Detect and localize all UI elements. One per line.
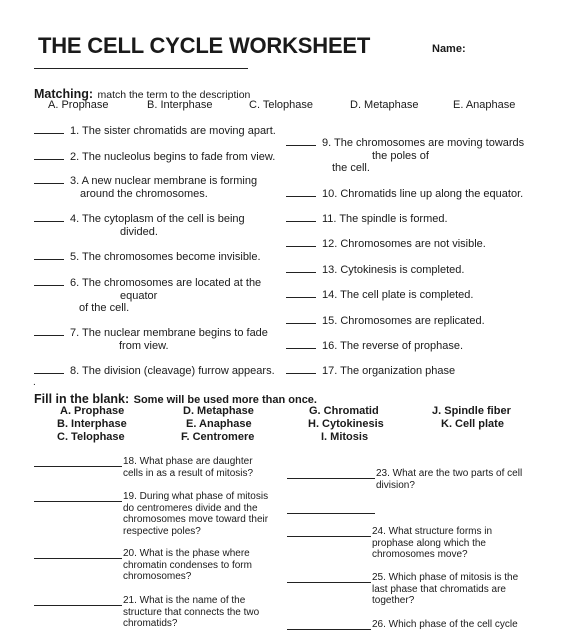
answer-line-extra[interactable]	[287, 513, 375, 514]
match-item-5: 5. The chromosomes become invisible.	[34, 251, 261, 264]
question-26: 26. Which phase of the cell cycle	[372, 619, 518, 630]
answer-blank[interactable]	[286, 323, 316, 324]
name-label: Name:	[432, 43, 466, 55]
match-item-3-cont: around the chromosomes.	[80, 188, 208, 200]
question-24: 24. What structure forms in prophase along which the chromosomes move?	[372, 526, 493, 560]
match-item-8: 8. The division (cleavage) furrow appears.	[34, 365, 275, 378]
match-item-4: 4. The cytoplasm of the cell is being	[34, 213, 245, 226]
bank-term: G. Chromatid	[309, 405, 379, 417]
match-item-13: 13. Cytokinesis is completed.	[286, 264, 464, 277]
answer-line-25[interactable]	[287, 582, 371, 583]
answer-blank[interactable]	[286, 297, 316, 298]
question-18: 18. What phase are daughter cells in as a result of mitosis?	[123, 456, 254, 479]
answer-blank[interactable]	[34, 335, 64, 336]
bank-term: J. Spindle fiber	[432, 405, 511, 417]
match-item-9-cont: the poles of	[372, 150, 429, 162]
match-item-7-cont: from view.	[119, 340, 169, 352]
bank-term: A. Prophase	[60, 405, 125, 417]
match-item-6: 6. The chromosomes are located at the	[34, 277, 261, 290]
answer-line-24[interactable]	[287, 536, 371, 537]
match-item-14: 14. The cell plate is completed.	[286, 289, 473, 302]
bank-term: B. Interphase	[57, 418, 127, 430]
matching-heading: Matching:	[34, 87, 94, 101]
term-telophase: C. Telophase	[249, 99, 314, 111]
match-item-2: 2. The nucleolus begins to fade from view.	[34, 151, 275, 164]
match-item-16: 16. The reverse of prophase.	[286, 340, 463, 353]
answer-line-21[interactable]	[34, 605, 122, 606]
fill-blank-sub: Some will be used more than once.	[133, 394, 317, 406]
bank-term: D. Metaphase	[183, 405, 254, 417]
question-19: 19. During what phase of mitosis do centromeres divide and the chromosomes move toward their respective poles?	[123, 491, 269, 537]
match-item-4-cont: divided.	[120, 226, 158, 238]
worksheet-title: THE CELL CYCLE WORKSHEET	[38, 33, 371, 58]
answer-blank[interactable]	[34, 159, 64, 160]
bank-term: C. Telophase	[57, 431, 125, 443]
answer-line-20[interactable]	[34, 558, 122, 559]
match-item-12: 12. Chromosomes are not visible.	[286, 238, 486, 251]
match-item-6-cont2: of the cell.	[79, 302, 130, 314]
question-23: 23. What are the two parts of cell division?	[376, 468, 523, 491]
match-item-10: 10. Chromatids line up along the equator.	[286, 188, 523, 201]
answer-line-23[interactable]	[287, 478, 375, 479]
bank-term: E. Anaphase	[186, 418, 252, 430]
question-21: 21. What is the name of the structure that connects the two chromatids?	[123, 595, 260, 629]
answer-blank[interactable]	[34, 183, 64, 184]
answer-line-19[interactable]	[34, 501, 122, 502]
term-prophase: A. Prophase	[48, 99, 109, 111]
answer-blank[interactable]	[34, 285, 64, 286]
answer-blank[interactable]	[34, 373, 64, 374]
stray-dot: .	[33, 377, 36, 388]
answer-blank[interactable]	[286, 246, 316, 247]
bank-term: K. Cell plate	[441, 418, 504, 430]
answer-line-18[interactable]	[34, 466, 122, 467]
answer-blank[interactable]	[286, 221, 316, 222]
answer-blank[interactable]	[286, 196, 316, 197]
term-metaphase: D. Metaphase	[350, 99, 419, 111]
match-item-9: 9. The chromosomes are moving towards	[286, 137, 524, 150]
matching-instruction: match the term to the description	[97, 89, 251, 101]
match-item-9-cont2: the cell.	[332, 162, 370, 174]
bank-term: H. Cytokinesis	[308, 418, 384, 430]
term-interphase: B. Interphase	[147, 99, 213, 111]
question-20: 20. What is the phase where chromatin condenses to form chromosomes?	[123, 548, 252, 582]
match-item-11: 11. The spindle is formed.	[286, 213, 448, 226]
answer-blank[interactable]	[34, 259, 64, 260]
match-item-15: 15. Chromosomes are replicated.	[286, 315, 485, 328]
bank-term: I. Mitosis	[321, 431, 369, 443]
match-item-6-cont: equator	[120, 290, 158, 302]
answer-blank[interactable]	[286, 272, 316, 273]
term-anaphase: E. Anaphase	[453, 99, 516, 111]
match-item-1: 1. The sister chromatids are moving apart.	[34, 125, 276, 138]
question-25: 25. Which phase of mitosis is the last phase that chromatids are together?	[372, 572, 519, 606]
match-item-17: 17. The organization phase	[286, 365, 455, 378]
answer-blank[interactable]	[286, 145, 316, 146]
answer-blank[interactable]	[34, 133, 64, 134]
bank-term: F. Centromere	[181, 431, 255, 443]
match-item-3: 3. A new nuclear membrane is forming	[34, 175, 257, 188]
answer-blank[interactable]	[34, 221, 64, 222]
fill-blank-heading: Fill in the blank:	[34, 392, 130, 406]
match-item-7: 7. The nuclear membrane begins to fade	[34, 327, 268, 340]
answer-blank[interactable]	[286, 348, 316, 349]
answer-blank[interactable]	[286, 373, 316, 374]
name-line	[34, 68, 248, 69]
